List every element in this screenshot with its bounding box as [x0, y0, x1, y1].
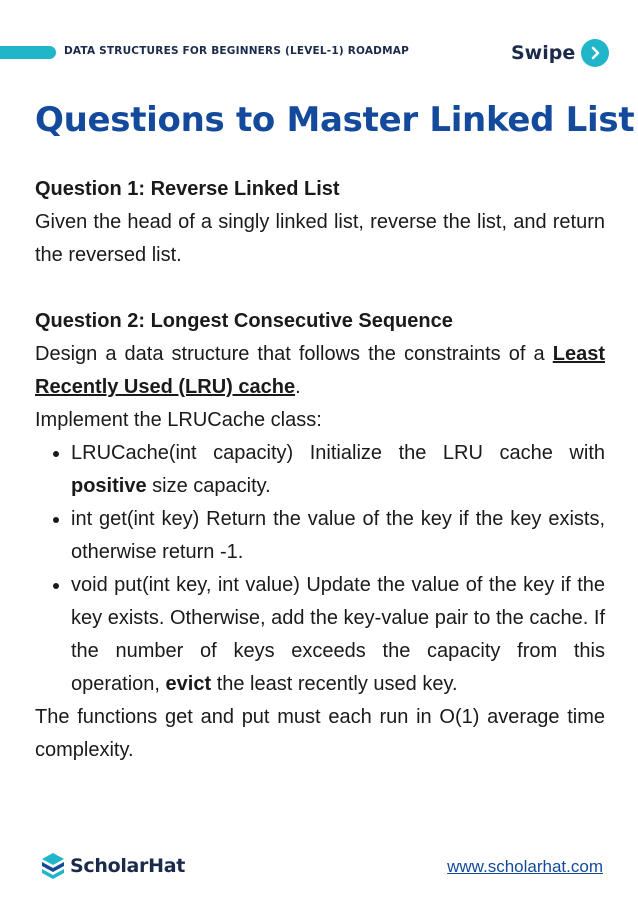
scholarhat-logo — [40, 852, 185, 880]
website-link[interactable]: www.scholarhat.com — [447, 857, 603, 876]
swipe-label: Swipe — [511, 42, 576, 64]
logo-text: ScholarHat — [70, 855, 186, 877]
page-title: Questions to Master Linked List — [35, 100, 635, 140]
list-item — [71, 569, 605, 701]
lru-cache-link[interactable]: Least Recently Used (LRU) cache — [35, 343, 605, 398]
content — [35, 173, 605, 767]
question2-heading: Question 2: Longest Consecutive Sequence — [35, 310, 453, 332]
bullet3-text: void put(int key, int value) Update the value of the key if the key exists. Otherwise, add the key-value pair to the cache. If the number of keys exceeds the capacity from this operation, — [71, 574, 605, 695]
top-accent-bar — [0, 46, 56, 59]
chevron-right-icon[interactable] — [581, 39, 609, 67]
question1-heading: Question 1: Reverse Linked List — [35, 178, 340, 200]
swipe-button[interactable] — [511, 38, 609, 68]
bullet1-end: size capacity. — [152, 475, 271, 497]
question2-implement: Implement the LRUCache class: — [35, 409, 322, 431]
bullet3-end: the least recently used key. — [216, 673, 458, 695]
roadmap-label: DATA STRUCTURES FOR BEGINNERS (LEVEL-1) ROADMAP — [64, 45, 409, 57]
question2-closing: The functions get and put must each run in O(1) average time complexity. — [35, 706, 605, 761]
bullet1-bold: positive — [71, 475, 147, 497]
list-item — [71, 437, 605, 503]
question2-intro-end: . — [295, 376, 301, 398]
spacer — [35, 272, 605, 305]
question2-intro — [35, 338, 605, 404]
scholarhat-logo-icon — [40, 852, 66, 880]
bullet3-bold: evict — [165, 673, 212, 695]
list-item: • int get(int key) Return the value of the key if the key exists, otherwise return -1. — [71, 503, 605, 569]
bullet1-text: LRUCache(int capacity) Initialize the LRU cache with — [71, 442, 605, 464]
question2-intro-text: Design a data structure that follows the constraints of a — [35, 343, 545, 365]
method-list — [35, 437, 605, 701]
question1-body: Given the head of a singly linked list, reverse the list, and return the reversed list. — [35, 211, 605, 266]
